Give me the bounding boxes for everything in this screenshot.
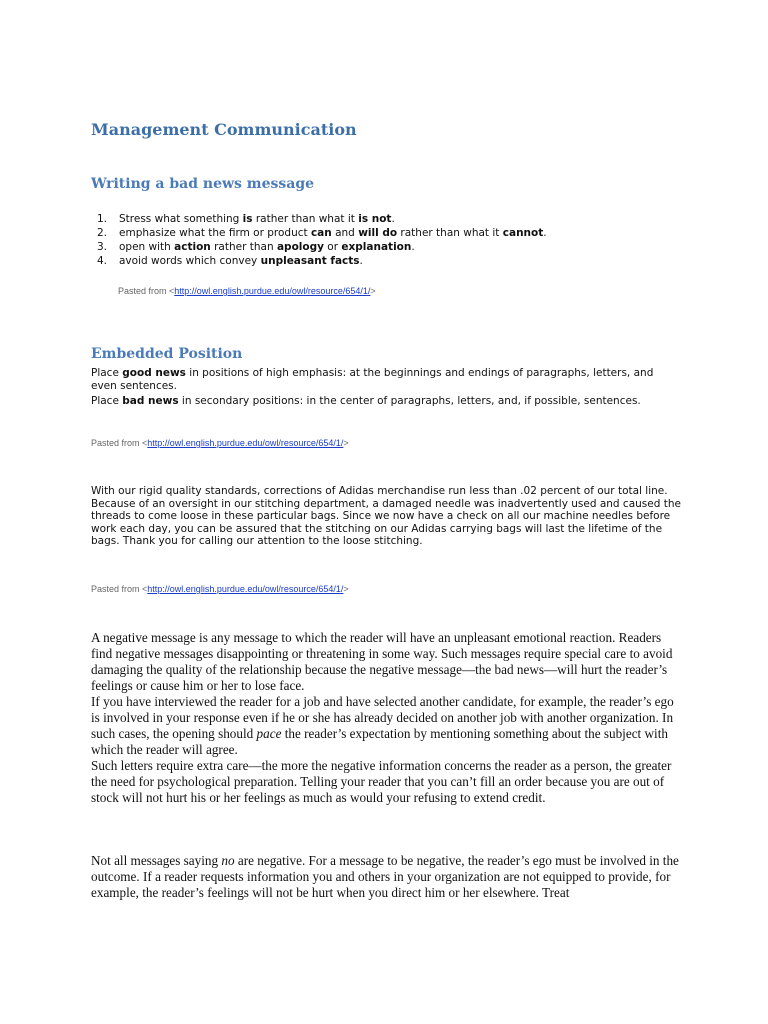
list-item: 3. open with action rather than apology or explanation. xyxy=(97,241,415,253)
source-link[interactable]: http://owl.english.purdue.edu/owl/resource/654/1/ xyxy=(147,584,344,594)
page-title: Management Communication xyxy=(91,120,357,139)
good-news-placement-text: Place good news in positions of high emphasis: at the beginnings and endings of paragraphs, letters, and even sentences. xyxy=(91,367,654,392)
section-heading-embedded-position: Embedded Position xyxy=(91,346,243,362)
body-paragraph: If you have interviewed the reader for a job and have selected another candidate, for example, the reader’s ego is involved in your response even if he or she has already decided on another job with another organization. In such cases, the opening should pace the reader’s expectation by mentioning something about the subject with which the reader will agree. xyxy=(91,694,674,757)
bad-news-placement-text: Place bad news in secondary positions: in the center of paragraphs, letters, and, if possible, sentences. xyxy=(91,395,641,407)
list-item: 1. Stress what something is rather than what it is not. xyxy=(97,213,395,225)
source-link[interactable]: http://owl.english.purdue.edu/owl/resource/654/1/ xyxy=(174,286,371,296)
body-paragraph: A negative message is any message to which the reader will have an unpleasant emotional reaction. Readers find negative messages disappointing or threatening in some way. Such messages require special care to avoid damaging the quality of the relationship because the negative message—the bad news—will hurt the reader’s feelings or cause him or her to lose face. xyxy=(91,630,673,693)
section-heading-bad-news: Writing a bad news message xyxy=(91,176,315,192)
list-item: 4. avoid words which convey unpleasant facts. xyxy=(97,255,363,267)
bad-news-steps-list xyxy=(91,212,691,268)
pasted-from-note: Pasted from <http://owl.english.purdue.edu/owl/resource/654/1/> xyxy=(118,286,376,296)
negative-message-body xyxy=(91,630,681,806)
source-link[interactable]: http://owl.english.purdue.edu/owl/resource/654/1/ xyxy=(147,438,344,448)
pasted-from-note: Pasted from <http://owl.english.purdue.edu/owl/resource/654/1/> xyxy=(91,584,349,594)
pasted-from-note: Pasted from <http://owl.english.purdue.edu/owl/resource/654/1/> xyxy=(91,438,349,448)
not-all-messages-paragraph: Not all messages saying no are negative. For a message to be negative, the reader’s ego must be involved in the outcome. If a reader requests information you and others in your organization are not equipped to provide, for example, the reader’s feelings will not be hurt when you direct him or her elsewhere. Treat xyxy=(91,853,679,900)
adidas-example-paragraph: With our rigid quality standards, corrections of Adidas merchandise run less than .02 percent of our total line. Because of an oversight in our stitching department, a damaged needle was inadvertently used and caused the threads to come loose in these particular bags. Since we now have a check on all our machine needles before work each day, you can be assured that the stitching on our Adidas carrying bags will last the lifetime of the bags. Thank you for calling our attention to the loose stitching. xyxy=(91,485,681,547)
body-paragraph: Such letters require extra care—the more the negative information concerns the reader as a person, the greater the need for psychological preparation. Telling your reader that you can’t fill an order because you are out of stock will not hurt his or her feelings as much as would your refusing to extend credit. xyxy=(91,758,672,805)
list-item: 2. emphasize what the firm or product can and will do rather than what it cannot. xyxy=(97,227,547,239)
